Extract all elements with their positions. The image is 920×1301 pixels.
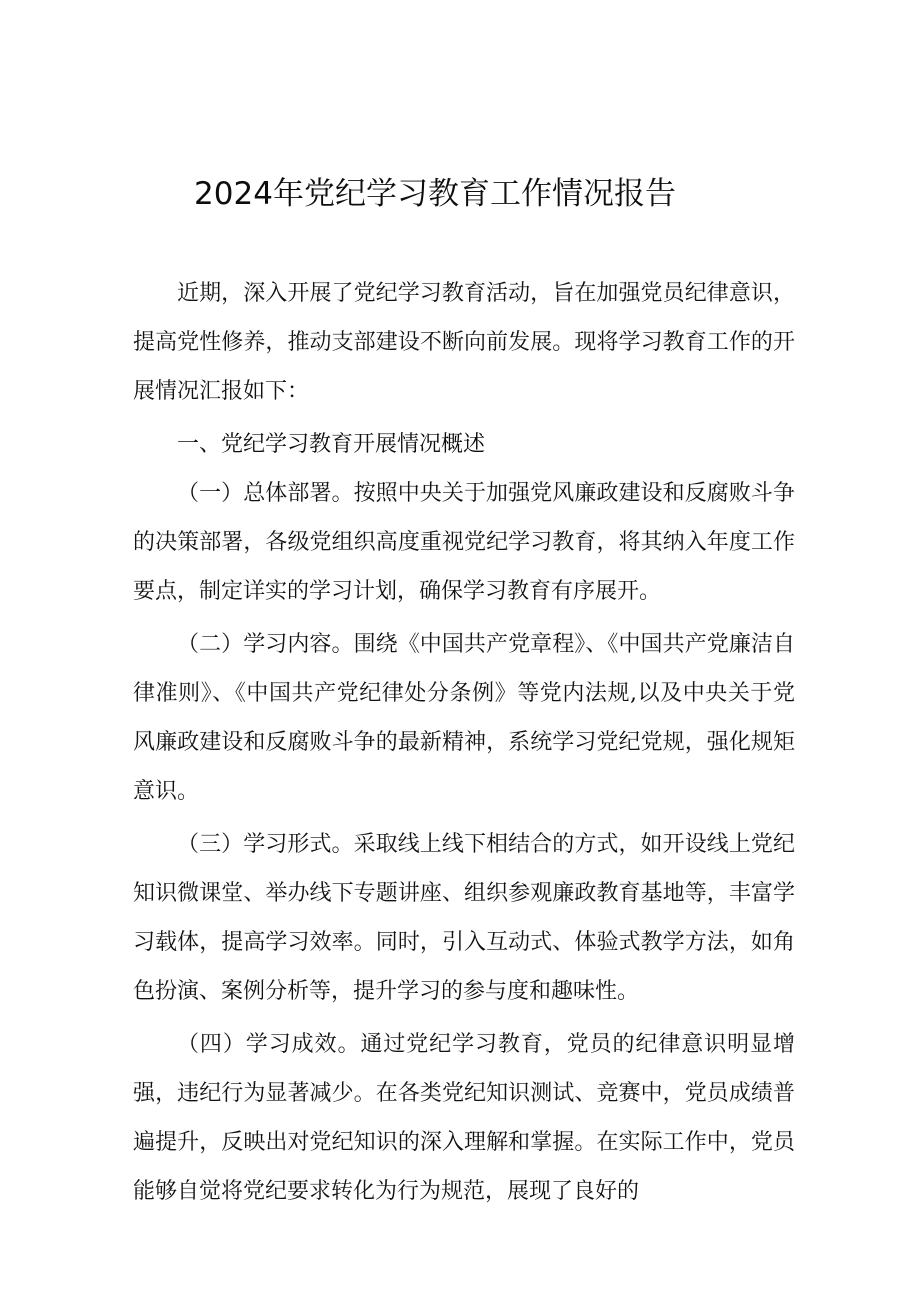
- document-title: 2024年党纪学习教育工作情况报告: [194, 176, 676, 212]
- section-heading: 一、党纪学习教育开展情况概述: [177, 432, 486, 457]
- paragraph-learning-format: （三）学习形式。采取线上线下相结合的方式，如开设线上党纪知识微课堂、举办线下专题讲座、组织参观廉政教育基地等，丰富学习载体，提高学习效率。同时，引入互动式、体验式教学方法，如角色扮演、案例分析等，提升学习的参与度和趣味性。: [133, 832, 795, 1004]
- intro-paragraph: 近期，深入开展了党纪学习教育活动，旨在加强党员纪律意识，提高党性修养，推动支部建设不断向前发展。现将学习教育工作的开展情况汇报如下：: [133, 281, 795, 404]
- paragraph-learning-results: （四）学习成效。通过党纪学习教育，党员的纪律意识明显增强，违纪行为显著减少。在各类党纪知识测试、竞赛中，党员成绩普遍提升，反映出对党纪知识的深入理解和掌握。在实际工作中，党员能够自觉将党纪要求转化为行为规范，展现了良好的: [133, 1032, 795, 1204]
- paragraph-overall-deployment: （一）总体部署。按照中央关于加强党风廉政建设和反腐败斗争的决策部署，各级党组织高度重视党纪学习教育，将其纳入年度工作要点，制定详实的学习计划，确保学习教育有序展开。: [133, 481, 795, 604]
- document-body: [133, 269, 795, 1216]
- paragraph-learning-content: （二）学习内容。围绕《中国共产党章程》、《中国共产党廉洁自律准则》、《中国共产党纪律处分条例》等党内法规,以及中央关于党风廉政建设和反腐败斗争的最新精神，系统学习党纪党规，强化规矩意识。: [133, 632, 795, 804]
